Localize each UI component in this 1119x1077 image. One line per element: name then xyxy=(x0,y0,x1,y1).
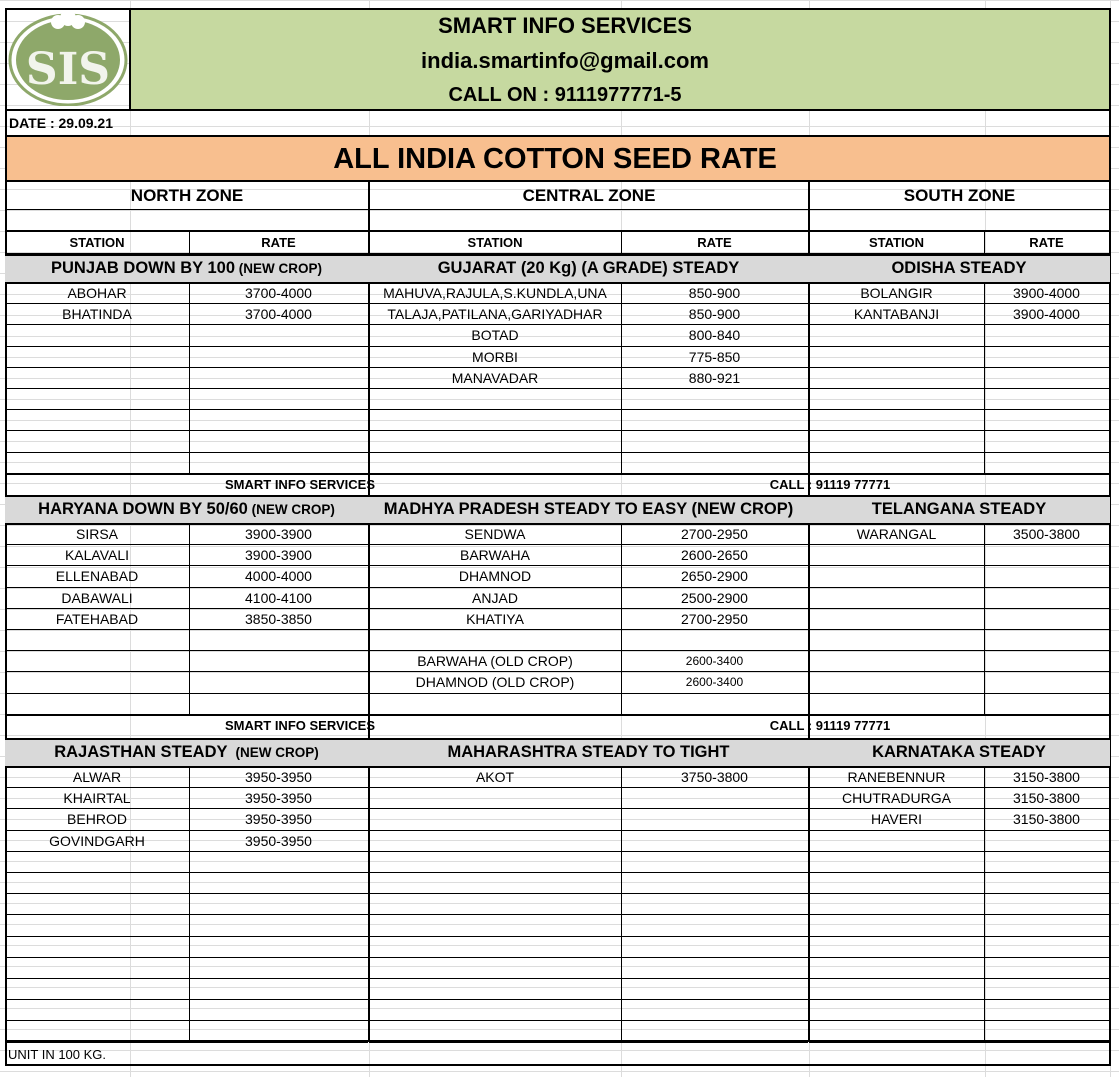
gridline xyxy=(0,1008,1119,1009)
rate-cell: 4100-4100 xyxy=(245,589,312,606)
rule xyxy=(369,999,808,1000)
rate-cell: 3700-4000 xyxy=(245,284,312,301)
state-title xyxy=(809,254,1109,282)
rate-cell: 850-900 xyxy=(688,284,741,301)
rate-cell: 3150-3800 xyxy=(1013,810,1080,827)
rule xyxy=(5,671,368,672)
crop-note: (NEW CROP) xyxy=(247,501,335,517)
rule xyxy=(809,565,1109,566)
zone-north: NORTH ZONE xyxy=(130,186,244,205)
station-cell: TALAJA,PATILANA,GARIYADHAR xyxy=(387,305,603,322)
station-cell: MAHUVA,RAJULA,S.KUNDLA,UNA xyxy=(383,284,607,301)
rule xyxy=(369,409,808,410)
rule xyxy=(809,978,1109,979)
zone-central: CENTRAL ZONE xyxy=(522,186,656,205)
rule xyxy=(5,851,368,852)
state-title xyxy=(5,495,368,523)
gridline xyxy=(0,987,1119,988)
rate-cell: 2700-2950 xyxy=(681,525,748,542)
rate-cell: 2600-3400 xyxy=(685,653,744,668)
gridline xyxy=(0,462,1119,463)
station-cell: DABAWALI xyxy=(61,589,133,606)
col-header-station: STATION xyxy=(868,235,925,250)
unit-note: UNIT IN 100 KG. xyxy=(8,1046,107,1062)
station-cell: DHAMNOD (OLD CROP) xyxy=(415,673,575,690)
rule xyxy=(621,232,622,253)
rule xyxy=(369,957,808,958)
cotton-logo-icon xyxy=(8,10,128,106)
rule xyxy=(809,430,1109,431)
station-cell: BARWAHA (OLD CROP) xyxy=(417,652,573,669)
state-name: TELANGANA STEADY xyxy=(871,499,1047,518)
rule xyxy=(809,452,1109,453)
rule xyxy=(369,978,808,979)
rule xyxy=(809,999,1109,1000)
state-title xyxy=(809,738,1109,766)
station-cell: MORBI xyxy=(472,348,518,365)
state-title xyxy=(369,495,808,523)
gridline xyxy=(0,420,1119,421)
rate-cell: 3750-3800 xyxy=(681,768,748,785)
state-title xyxy=(369,254,808,282)
station-cell xyxy=(369,629,621,650)
rule xyxy=(5,430,368,431)
state-name: ODISHA STEADY xyxy=(891,258,1027,277)
logo-text: SIS xyxy=(25,44,111,95)
col-header-station: STATION xyxy=(69,235,125,250)
rule xyxy=(189,232,190,253)
station-cell: DHAMNOD xyxy=(458,567,532,584)
rule xyxy=(984,232,985,253)
col-header-rate: RATE xyxy=(697,235,732,250)
rule xyxy=(809,693,1109,694)
rule xyxy=(984,523,985,714)
state-name: GUJARAT (20 Kg) (A GRADE) STEADY xyxy=(437,258,740,277)
rule xyxy=(5,872,368,873)
rate-cell: 3900-4000 xyxy=(1013,284,1080,301)
rule xyxy=(5,452,368,453)
rate-cell: 2500-2900 xyxy=(681,589,748,606)
company-email: india.smartinfo@gmail.com xyxy=(421,48,709,73)
rule xyxy=(369,936,808,937)
rule xyxy=(809,872,1109,873)
rule xyxy=(5,324,368,325)
state-name: PUNJAB DOWN BY 100 xyxy=(51,258,235,277)
rule xyxy=(5,8,1111,10)
state-title xyxy=(369,738,808,766)
rule xyxy=(5,738,1111,740)
col-header-rate: RATE xyxy=(1029,235,1064,250)
rule xyxy=(5,978,368,979)
divider-phone: CALL : 91119 77771 xyxy=(769,477,891,492)
state-name: HARYANA DOWN BY 50/60 xyxy=(38,499,248,518)
rule xyxy=(809,1042,1109,1043)
state-title xyxy=(5,738,368,766)
gridline xyxy=(0,210,1119,211)
rule xyxy=(809,1020,1109,1021)
station-cell: KHAIRTAL xyxy=(63,789,131,806)
rule xyxy=(809,851,1109,852)
station-cell: ABOHAR xyxy=(67,284,127,301)
rate-cell: 4000-4000 xyxy=(245,567,312,584)
rule xyxy=(5,109,1111,111)
rule xyxy=(5,367,368,368)
crop-note: (NEW CROP) xyxy=(235,260,322,276)
rule xyxy=(369,914,808,915)
gridline xyxy=(0,1029,1119,1030)
rule xyxy=(5,409,368,410)
rate-cell: 2600-2650 xyxy=(681,546,748,563)
rate-cell: 880-921 xyxy=(688,369,741,386)
gridline xyxy=(0,399,1119,400)
rule xyxy=(5,388,368,389)
rule xyxy=(809,830,1109,831)
rule xyxy=(5,766,1111,768)
rule xyxy=(369,452,808,453)
station-cell: KALAVALI xyxy=(64,546,130,563)
station-cell: KANTABANJI xyxy=(853,305,940,322)
station-cell: GOVINDGARH xyxy=(49,832,145,849)
divider-company: SMART INFO SERVICES xyxy=(224,718,375,733)
station-cell: BARWAHA xyxy=(459,546,530,563)
station-cell: SIRSA xyxy=(75,525,118,542)
station-cell: BOLANGIR xyxy=(860,284,933,301)
rule xyxy=(369,851,808,852)
station-cell: BOTAD xyxy=(471,326,519,343)
gridline xyxy=(0,966,1119,967)
rule xyxy=(369,808,808,809)
rule xyxy=(5,1020,368,1021)
report-date: DATE : 29.09.21 xyxy=(9,115,114,131)
rate-cell: 2600-3400 xyxy=(685,674,744,689)
rule xyxy=(129,8,131,111)
crop-note: (NEW CROP) xyxy=(231,744,319,760)
rate-cell: 3900-3900 xyxy=(245,525,312,542)
rate-cell: 3950-3950 xyxy=(245,810,312,827)
station-cell: RANEBENNUR xyxy=(847,768,946,785)
rule xyxy=(5,254,1111,256)
state-name: RAJASTHAN STEADY xyxy=(54,742,232,761)
station-cell: ALWAR xyxy=(72,768,122,785)
rate-cell: 3950-3950 xyxy=(245,832,312,849)
station-cell: HAVERI xyxy=(870,810,923,827)
rate-cell xyxy=(621,629,808,650)
rule xyxy=(5,629,368,630)
rate-cell: 3950-3950 xyxy=(245,768,312,785)
rule xyxy=(809,324,1109,325)
rate-cell: 3950-3950 xyxy=(245,789,312,806)
rule xyxy=(5,346,368,347)
rule xyxy=(809,587,1109,588)
station-cell: BHATINDA xyxy=(62,305,132,322)
col-header-rate: RATE xyxy=(261,235,296,250)
rule xyxy=(369,1042,808,1043)
rule xyxy=(809,650,1109,651)
gridline xyxy=(0,924,1119,925)
rule xyxy=(809,346,1109,347)
rule xyxy=(369,830,808,831)
station-cell: ELLENABAD xyxy=(55,567,139,584)
zone-south: SOUTH ZONE xyxy=(903,186,1016,205)
rate-cell: 3900-4000 xyxy=(1013,305,1080,322)
rule xyxy=(369,1020,808,1021)
rule xyxy=(809,914,1109,915)
rule xyxy=(5,957,368,958)
rate-cell: 2650-2900 xyxy=(681,567,748,584)
gridline xyxy=(0,441,1119,442)
rule xyxy=(5,180,1111,182)
rule xyxy=(369,872,808,873)
rule xyxy=(5,893,368,894)
gridline xyxy=(0,0,1119,1)
gridline xyxy=(0,903,1119,904)
rule xyxy=(809,671,1109,672)
logo xyxy=(8,10,128,106)
rule xyxy=(809,367,1109,368)
rule xyxy=(369,893,808,894)
rate-cell: 3900-3900 xyxy=(245,546,312,563)
rule xyxy=(809,893,1109,894)
rule xyxy=(369,693,808,694)
divider-company: SMART INFO SERVICES xyxy=(224,477,375,492)
rule xyxy=(809,936,1109,937)
rule xyxy=(5,936,368,937)
rule xyxy=(809,608,1109,609)
rule xyxy=(809,409,1109,410)
station-cell: KHATIYA xyxy=(466,610,524,627)
rule xyxy=(5,495,1111,497)
rate-cell: 2700-2950 xyxy=(681,610,748,627)
col-header-station: STATION xyxy=(467,235,523,250)
rate-cell: 3500-3800 xyxy=(1013,525,1080,542)
state-name: KARNATAKA STEADY xyxy=(872,742,1046,761)
rule xyxy=(809,629,1109,630)
station-cell: WARANGAL xyxy=(856,525,937,542)
state-name: MADHYA PRADESH STEADY TO EASY (NEW CROP) xyxy=(383,499,794,518)
state-title xyxy=(5,254,368,282)
rate-cell: 3850-3850 xyxy=(245,610,312,627)
rule xyxy=(5,650,368,651)
page-title: ALL INDIA COTTON SEED RATE xyxy=(333,142,777,175)
rule xyxy=(5,914,368,915)
rule xyxy=(5,693,368,694)
rate-cell: 3150-3800 xyxy=(1013,768,1080,785)
rate-cell: 850-900 xyxy=(688,305,741,322)
gridline xyxy=(0,945,1119,946)
rate-cell: 775-850 xyxy=(688,348,741,365)
station-cell: MANAVADAR xyxy=(451,369,539,386)
rule xyxy=(5,999,368,1000)
station-cell: SENDWA xyxy=(464,525,526,542)
station-cell: CHUTRADURGA xyxy=(842,789,951,806)
rule xyxy=(5,282,1111,284)
rule xyxy=(5,135,1111,137)
rule xyxy=(5,523,1111,525)
divider-phone: CALL : 91119 77771 xyxy=(769,718,891,733)
state-title xyxy=(809,495,1109,523)
state-name: MAHARASHTRA STEADY TO TIGHT xyxy=(447,742,730,761)
gridline xyxy=(0,882,1119,883)
rule xyxy=(809,957,1109,958)
gridline xyxy=(0,861,1119,862)
station-cell: AKOT xyxy=(475,768,515,785)
rule xyxy=(5,209,1111,210)
rule xyxy=(809,388,1109,389)
rule xyxy=(369,787,808,788)
gridline xyxy=(0,1071,1119,1072)
rule xyxy=(809,544,1109,545)
rate-cell: 800-840 xyxy=(688,326,741,343)
company-name: SMART INFO SERVICES xyxy=(438,13,692,38)
station-cell: ANJAD xyxy=(472,589,518,606)
company-phone: CALL ON : 9111977771-5 xyxy=(448,83,682,106)
rate-cell: 3150-3800 xyxy=(1013,789,1080,806)
station-cell: BEHROD xyxy=(67,810,127,827)
rule xyxy=(369,388,808,389)
rule xyxy=(369,430,808,431)
rate-cell: 3700-4000 xyxy=(245,305,312,322)
rule xyxy=(1109,8,1111,1066)
station-cell: FATEHABAD xyxy=(55,610,139,627)
